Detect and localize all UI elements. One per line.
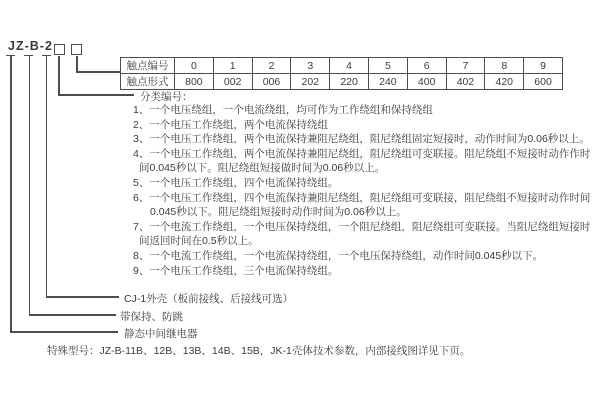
list-item-8 <box>133 249 590 264</box>
contact-form-cell: 002 <box>213 74 252 90</box>
item-text: 一个电压绕组，一个电流绕组，均可作为工作绕组和保持绕组 <box>149 104 433 116</box>
contact-form-cell: 202 <box>291 74 330 90</box>
contact-number-cell: 8 <box>485 58 524 74</box>
contact-form-row <box>121 74 563 90</box>
list-item-1 <box>133 103 590 118</box>
list-item-7-continuation: 间返回时间在0.5秒以上。 <box>139 235 259 248</box>
list-item-6 <box>133 191 590 206</box>
list-item-6-continuation: 0.045秒以下。阻尼绕组短接时动作时间为0.06秒以上。 <box>150 206 407 219</box>
contact-number-cell: 9 <box>524 58 563 74</box>
contact-number-cell: 4 <box>330 58 369 74</box>
item-text: 一个电流工作绕组，一个电流保持绕组，一个电压保持绕组，动作时间0.045秒以下。 <box>149 249 544 262</box>
list-item-4-continuation: 间0.045秒以下。阻尼绕组短接做时间为0.06秒以上。 <box>139 162 386 175</box>
special-model-footnote: 特殊型号：JZ-B-11B、12B、13B、14B、15B，JK-1壳体技术参数，内部接线图详见下页。 <box>47 345 471 357</box>
contact-number-cell: 7 <box>446 58 485 74</box>
callout-line-contact-table-vertical <box>76 56 78 72</box>
contact-form-cell: 420 <box>485 74 524 90</box>
contact-form-cell: 600 <box>524 74 563 90</box>
contact-number-row <box>121 58 563 74</box>
contact-number-cell: 2 <box>252 58 291 74</box>
contact-number-header: 触点编号 <box>121 58 175 74</box>
item-text: 一个电流工作绕组，一个电压保持绕组，一个阻尼绕组，阻尼绕组可变联接。当阻尼绕组短接时 <box>149 220 591 233</box>
model-code-text: JZ-B-2 <box>8 39 53 53</box>
item-text: 一个电压工作绕组，四个电流保持绕组。 <box>149 176 339 189</box>
item-number: 3、 <box>133 133 150 146</box>
item-number: 7、 <box>133 220 150 233</box>
contact-form-header: 触点形式 <box>121 74 175 90</box>
classification-list <box>133 103 590 278</box>
contact-table <box>120 57 563 90</box>
callout-line-classification-horizontal <box>58 94 134 96</box>
contact-number-cell: 5 <box>368 58 407 74</box>
contact-form-cell: 240 <box>368 74 407 90</box>
list-item-2 <box>133 118 590 133</box>
item-text: 一个电压工作绕组，四个电流保持兼阻尼绕组，阻尼绕组可变联接，阻尼绕组不短接时动作时间 <box>149 191 591 204</box>
classification-option-box <box>54 44 65 55</box>
callout-hold-label: 带保持、防跳 <box>120 310 183 323</box>
contact-form-cell: 400 <box>407 74 446 90</box>
item-number: 1、 <box>133 104 150 116</box>
list-item-4 <box>133 147 590 162</box>
callout-relay-label: 静态中间继电器 <box>124 327 198 340</box>
item-number: 4、 <box>133 147 150 160</box>
callout-line-classification-vertical <box>58 56 60 95</box>
callout-line-case-horizontal <box>46 296 119 298</box>
item-number: 2、 <box>133 118 150 131</box>
list-item-9 <box>133 264 590 279</box>
item-text: 一个电压工作绕组，两个电流保持绕组 <box>149 118 328 131</box>
contact-number-cell: 6 <box>407 58 446 74</box>
callout-case-label: CJ-1外壳（板前接线、后接线可选） <box>124 293 294 305</box>
contact-form-cell: 402 <box>446 74 485 90</box>
item-number: 5、 <box>133 176 150 189</box>
contact-number-cell: 3 <box>291 58 330 74</box>
contact-form-cell: 800 <box>175 74 214 90</box>
callout-line-relay-vertical <box>10 55 12 332</box>
contact-form-cell: 220 <box>330 74 369 90</box>
item-text: 一个电压工作绕组，两个电流保持兼阻尼绕组，阻尼绕组固定短接时，动作时间为0.06秒以上。 <box>149 133 590 146</box>
callout-line-relay-horizontal <box>10 331 118 333</box>
contact-number-cell: 0 <box>175 58 214 74</box>
item-text: 一个电压工作绕组，三个电流保持绕组。 <box>149 264 339 277</box>
item-number: 9、 <box>133 264 150 277</box>
list-item-3 <box>133 132 590 147</box>
callout-line-hold-vertical <box>29 55 31 315</box>
classification-title: 分类编号： <box>140 90 193 103</box>
contact-form-cell: 006 <box>252 74 291 90</box>
callout-line-contact-table-horizontal <box>76 71 121 73</box>
contact-option-box <box>71 44 82 55</box>
callout-line-case-vertical <box>46 55 48 297</box>
list-item-5 <box>133 176 590 191</box>
item-number: 8、 <box>133 249 150 262</box>
item-number: 6、 <box>133 191 150 204</box>
callout-line-hold-horizontal <box>29 314 116 316</box>
contact-number-cell: 1 <box>213 58 252 74</box>
item-text: 一个电压工作绕组，两个电流保持兼阻尼绕组，阻尼绕组可变联接。阻尼绕组不短接时动作作时 <box>149 147 591 160</box>
list-item-7 <box>133 220 590 235</box>
